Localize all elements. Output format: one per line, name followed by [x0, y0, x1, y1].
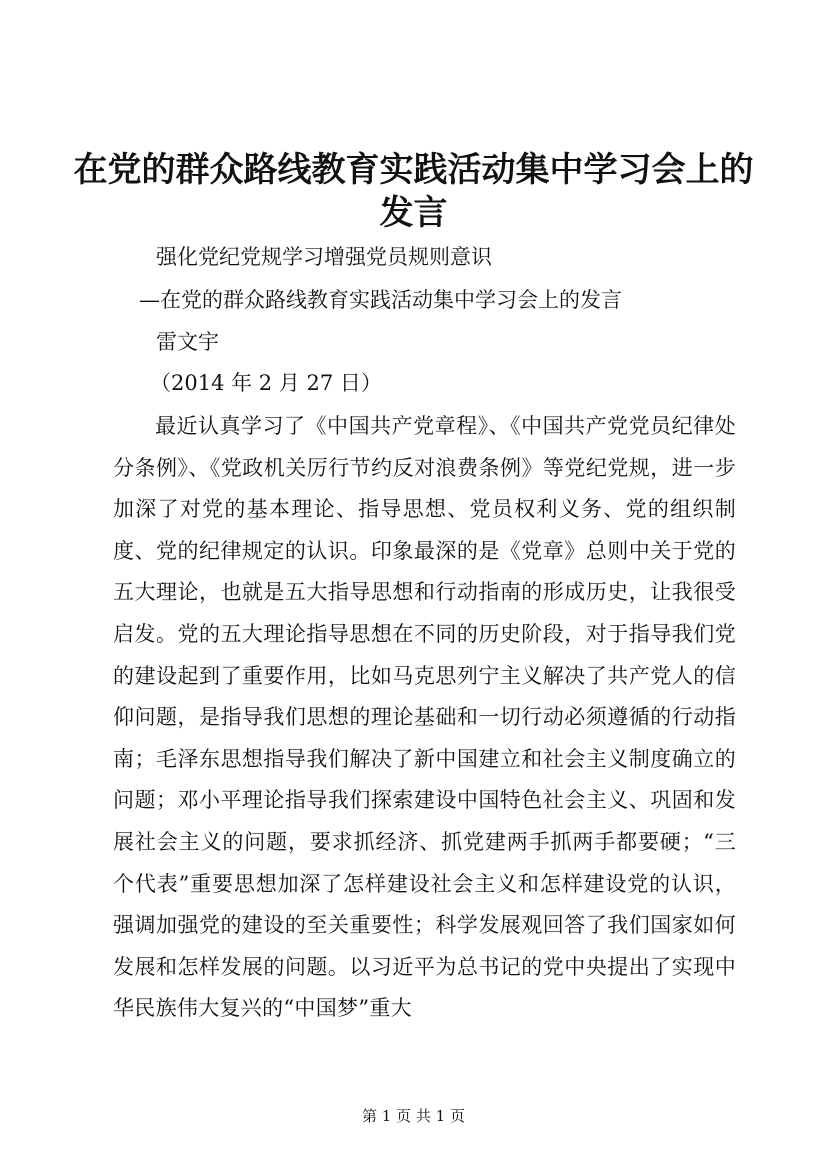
document-date: （2014 年 2 月 27 日）: [150, 371, 382, 395]
document-subtitle: 强化党纪党规学习增强党员规则意识: [156, 245, 492, 269]
document-title-line-2: 发言: [379, 193, 448, 233]
document-author: 雷文宇: [156, 330, 219, 354]
document-title-line-1: 在党的群众路线教育实践活动集中学习会上的: [73, 150, 754, 190]
document-subtitle-occasion: —在党的群众路线教育实践活动集中学习会上的发言: [139, 288, 622, 312]
page-number-footer: 第 1 页 共 1 页: [362, 1107, 465, 1125]
document-body-paragraph: 最近认真学习了《中国共产党章程》、《中国共产党党员纪律处分条例》、《党政机关厉行节约反对浪费条例》等党纪党规，进一步加深了对党的基本理论、指导思想、党员权利义务、党的组织制度、党的纪律规定的认识。印象最深的是《党章》总则中关于党的五大理论，也就是五大指导思想和行动指南的形成历史，让我很受启发。党的五大理论指导思想在不同的历史阶段，对于指导我们党的建设起到了重要作用，比如马克思列宁主义解决了共产党人的信仰问题，是指导我们思想的理论基础和一切行动必须遵循的行动指南；毛泽东思想指导我们解决了新中国建立和社会主义制度确立的问题；邓小平理论指导我们探索建设中国特色社会主义、巩固和发展社会主义的问题，要求抓经济、抓党建两手抓两手都要硬；“三个代表”重要思想加深了怎样建设社会主义和怎样建设党的认识，强调加强党的建设的至关重要性；科学发展观回答了我们国家如何发展和怎样发展的问题。以习近平为总书记的党中央提出了实现中华民族伟大复兴的“中国梦”重大: [113, 414, 736, 1021]
